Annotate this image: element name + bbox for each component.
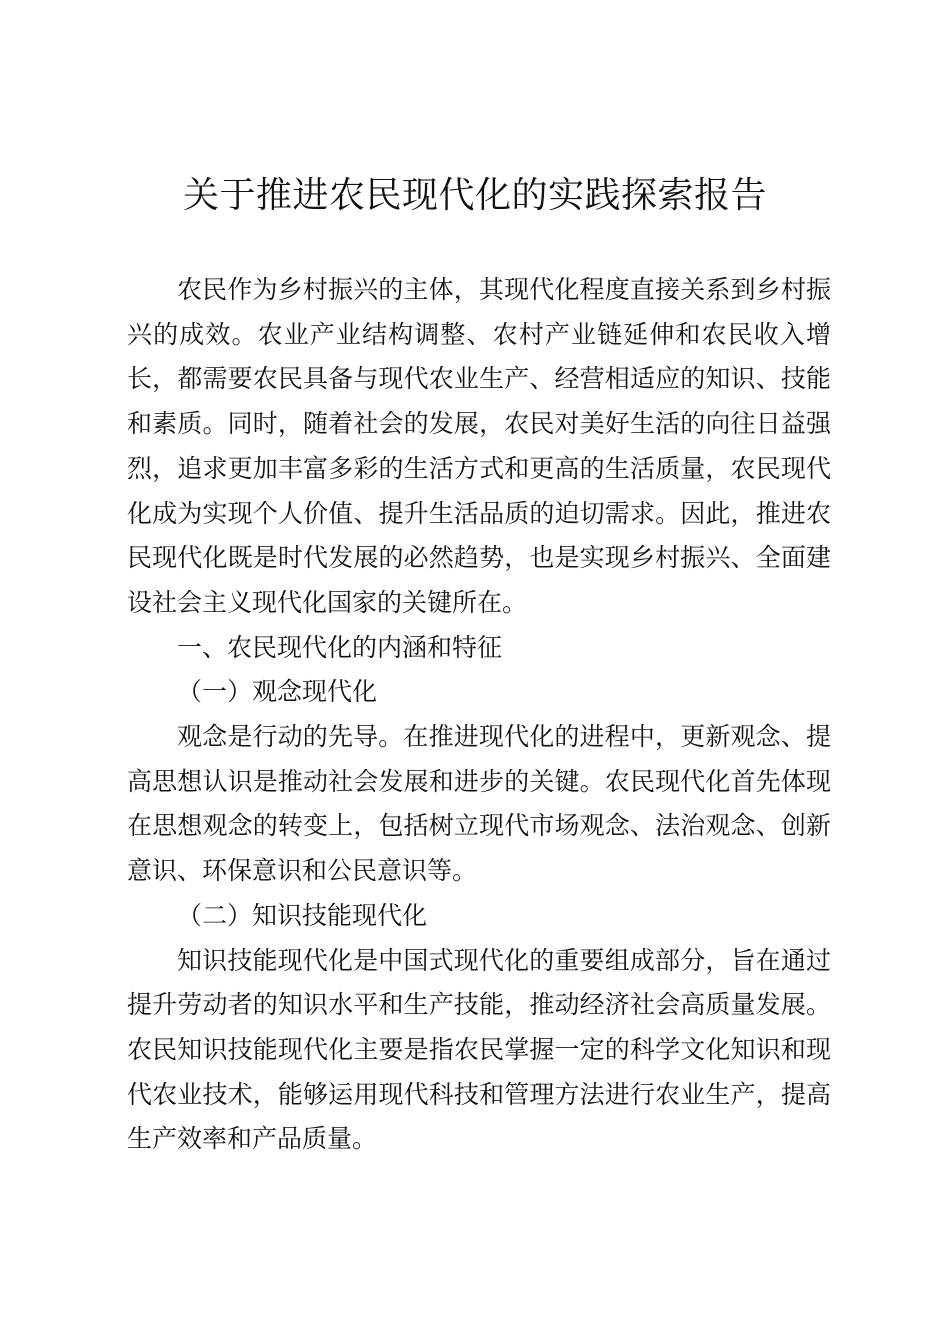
intro-paragraph: 农民作为乡村振兴的主体，其现代化程度直接关系到乡村振兴的成效。农业产业结构调整、农村产业链延伸和农民收入增长，都需要农民具备与现代农业生产、经营相适应的知识、技能和素质。同时，随着社会的发展，农民对美好生活的向往日益强烈，追求更加丰富多彩的生活方式和更高的生活质量，农民现代化成为实现个人价值、提升生活品质的迫切需求。因此，推进农民现代化既是时代发展的必然趋势，也是实现乡村振兴、全面建设社会主义现代化国家的关键所在。 bbox=[127, 275, 831, 617]
subsection-heading-1: （一）观念现代化 bbox=[177, 677, 378, 707]
section-heading-1: 一、农民现代化的内涵和特征 bbox=[177, 632, 503, 662]
document-body bbox=[127, 268, 831, 1162]
document-title: 关于推进农民现代化的实践探索报告 bbox=[182, 175, 767, 216]
subsection-heading-2: （二）知识技能现代化 bbox=[177, 900, 428, 930]
skills-paragraph: 知识技能现代化是中国式现代化的重要组成部分，旨在通过提升劳动者的知识水平和生产技能，推动经济社会高质量发展。农民知识技能现代化主要是指农民掌握一定的科学文化知识和现代农业技术，能够运用现代科技和管理方法进行农业生产，提高生产效率和产品质量。 bbox=[127, 945, 831, 1154]
concept-paragraph: 观念是行动的先导。在推进现代化的进程中，更新观念、提高思想认识是推动社会发展和进步的关键。农民现代化首先体现在思想观念的转变上，包括树立现代市场观念、法治观念、创新意识、环保意识和公民意识等。 bbox=[127, 722, 831, 886]
